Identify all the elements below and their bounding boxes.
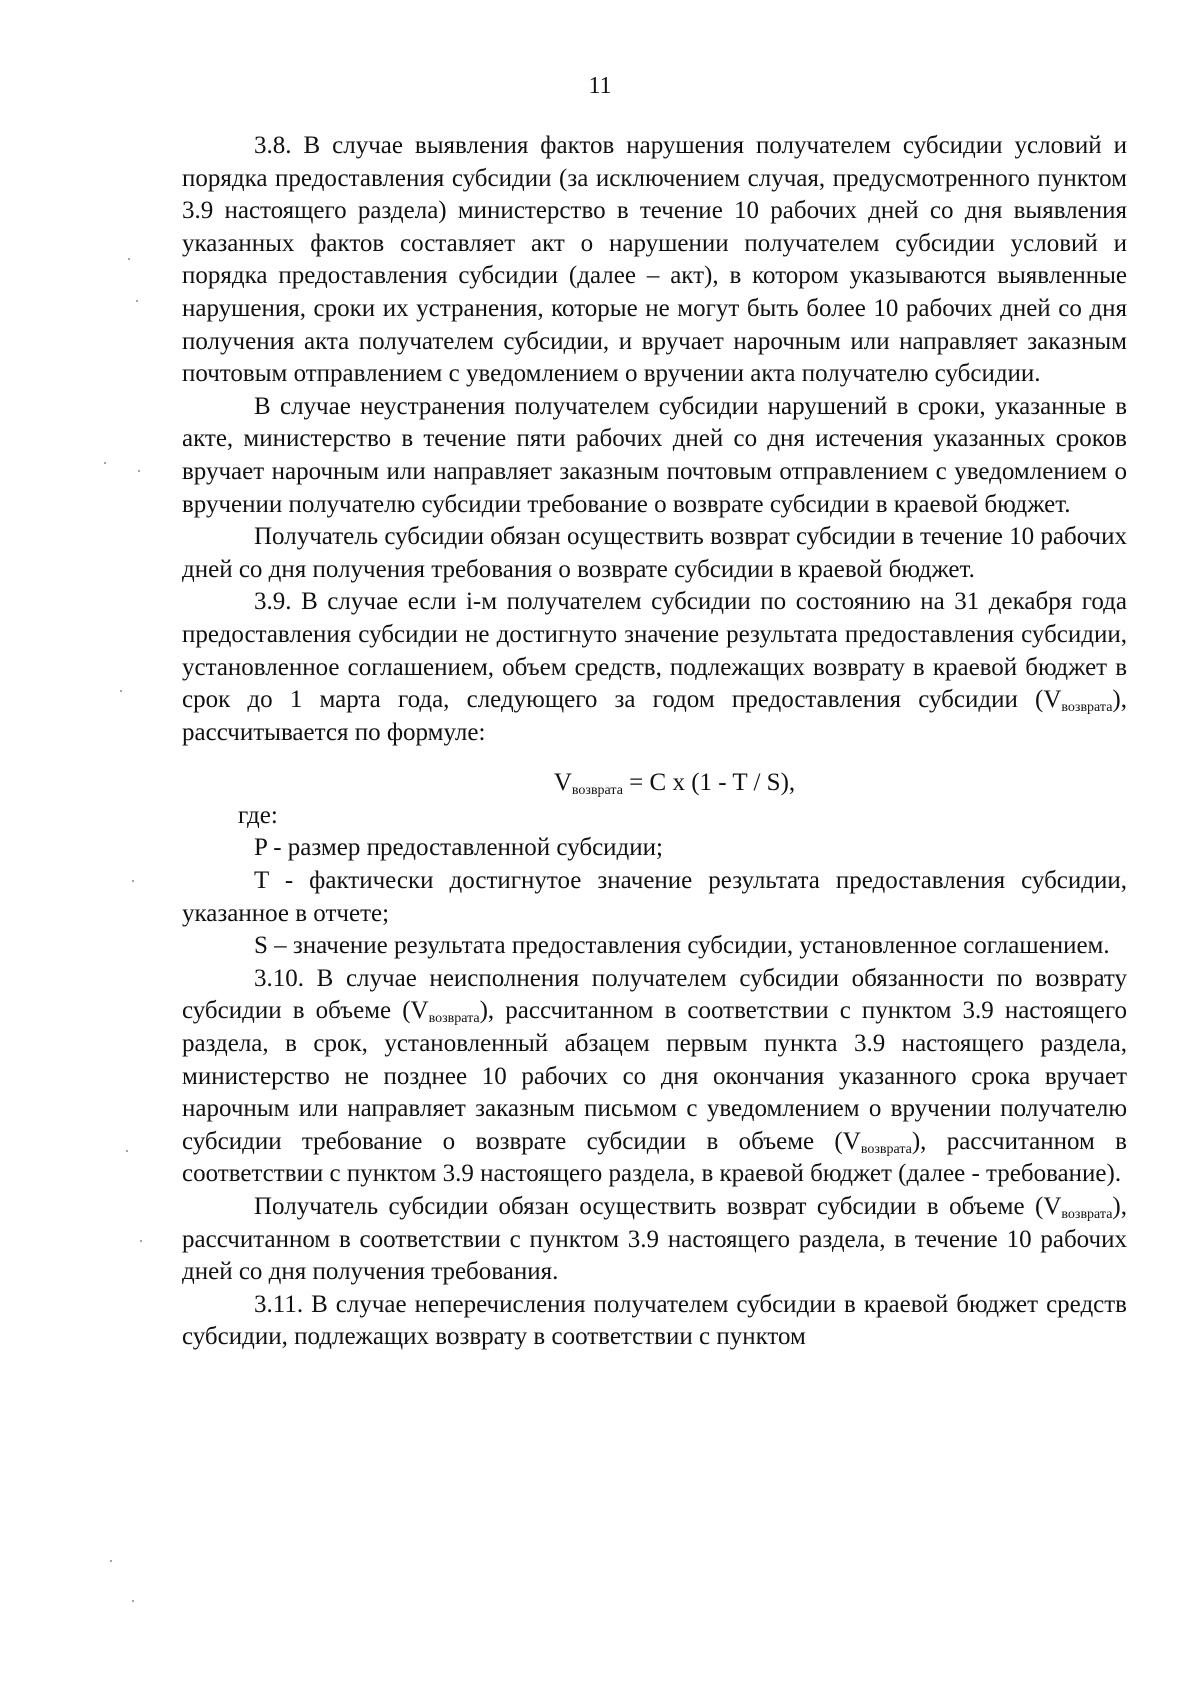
paragraph-3-9-text-end: ), рассчитывается по формуле:	[182, 686, 1127, 746]
definition-t: T - фактически достигнутое значение результата предоставления субсидии, указанное в отчете;	[182, 867, 1127, 927]
scan-speck	[104, 462, 106, 464]
scan-speck	[126, 1150, 128, 1152]
formula	[182, 767, 1127, 800]
paragraph-3-8: 3.8. В случае выявления фактов нарушения получателем субсидии условий и порядка предоставления субсидии (за исключением случая, предусмотренного пунктом 3.9 настоящего раздела) министерство в течение 10 рабочих дней со дня выявления указанных фактов составляет акт о нарушении получателем субсидии условий и порядка предоставления субсидии (далее – акт), в котором указываются выявленные нарушения, сроки их устранения, которые не могут быть более 10 рабочих дней со дня получения акта получателем субсидии, и вручает нарочным или направляет заказным почтовым отправлением с уведомлением о вручении акта получателю субсидии.	[182, 132, 1127, 388]
paragraph-return-volume-part1: Получатель субсидии обязан осуществить возврат субсидии в объеме (V	[254, 1193, 1062, 1220]
subscript-vozvrata-3: возврата	[1061, 1207, 1113, 1222]
paragraph-3-10-part3: ), рассчитанном в соответствии с пунктом 3.9 настоящего раздела, в краевой бюджет (далее - требование).	[182, 1127, 1127, 1188]
paragraph-3-10-part2: ), рассчитанном в соответствии с пунктом 3.9 настоящего раздела, в срок, установленный абзацем первым пункта 3.9 настоящего раздела, министерство не позднее 10 рабочих со дня окончания указанного срока вручает нарочным или направляет заказным письмом с уведомлением о вручении получателю субсидии требование о возврате субсидии в объеме (V	[182, 997, 1127, 1155]
formula-expression: = C x (1 - T / S),	[622, 769, 796, 797]
scan-speck	[120, 690, 122, 692]
paragraph-3-10	[182, 963, 1127, 1191]
definition-p: P - размер предоставленной субсидии;	[254, 834, 663, 862]
scan-speck	[132, 880, 134, 882]
scan-speck	[128, 258, 130, 260]
paragraph-non-elimination: В случае неустранения получателем субсидии нарушений в сроки, указанные в акте, министерство в течение пяти рабочих дней со дня истечения указанных сроков вручает нарочным или направляет заказным почтовым отправлением с уведомлением о вручении получателю субсидии требование о возврате субсидии в краевой бюджет.	[182, 392, 1127, 518]
subscript-vozvrata-1: возврата	[428, 1011, 480, 1027]
where-label: где:	[238, 801, 278, 829]
page-number: 11	[588, 73, 612, 99]
document-body	[182, 130, 1127, 1354]
paragraph-3-9-text: 3.9. В случае если i-м получателем субсидии по состоянию на 31 декабря года предоставления субсидии не достигнуто значение результата предоставления субсидии, установленное соглашением, объем средств, подлежащих возврату в краевой бюджет в срок до 1 марта года, следующего за годом предоставления субсидии (V	[182, 588, 1127, 714]
formula-v: V	[553, 769, 572, 797]
paragraph-return-volume	[182, 1191, 1127, 1289]
paragraph-return-obligation: Получатель субсидии обязан осуществить возврат субсидии в течение 10 рабочих дней со дня получения требования о возврате субсидии в краевой бюджет.	[182, 523, 1127, 583]
scan-speck	[140, 1240, 142, 1242]
scan-speck	[136, 300, 138, 302]
paragraph-return-volume-part2: ), рассчитанном в соответствии с пунктом 3.9 настоящего раздела, в течение 10 рабочих дней со дня получения требования.	[182, 1193, 1127, 1286]
subscript-vozvrata: возврата	[1061, 700, 1113, 716]
subscript-vozvrata-2: возврата	[860, 1141, 912, 1157]
paragraph-3-10-part1: 3.10. В случае неисполнения получателем субсидии обязанности по возврату субсидии в объеме (V	[182, 964, 1127, 1025]
scan-speck	[110, 1560, 112, 1562]
scan-speck	[132, 1600, 134, 1602]
paragraph-3-11: 3.11. В случае неперечисления получателем субсидии в краевой бюджет средств субсидии, подлежащих возврату в соответствии с пунктом	[182, 1290, 1127, 1351]
scan-speck	[138, 470, 140, 472]
paragraph-3-9	[182, 586, 1127, 749]
definition-s: S – значение результата предоставления субсидии, установленное соглашением.	[254, 932, 1110, 960]
formula-subscript: возврата	[571, 783, 623, 799]
